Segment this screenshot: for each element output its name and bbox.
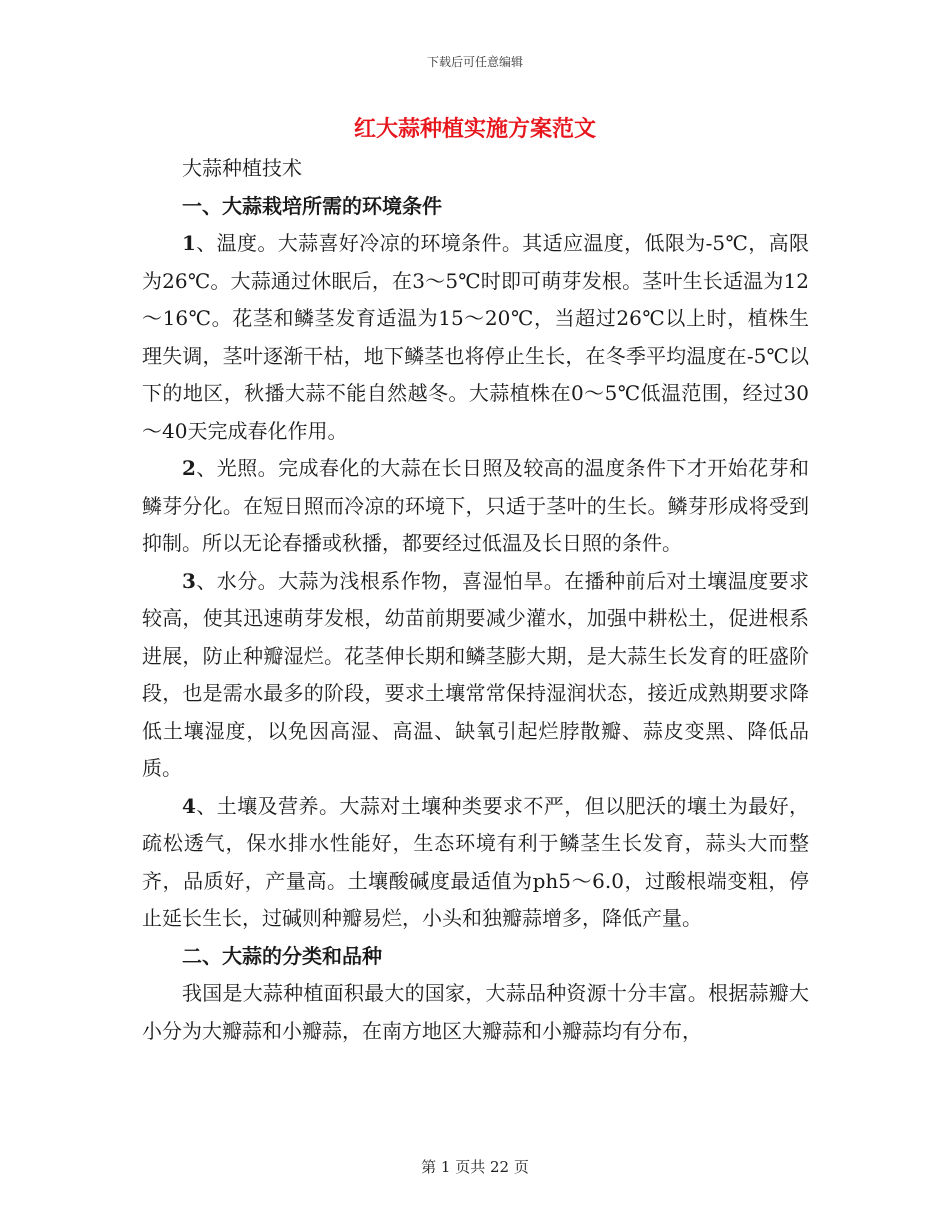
- header-note: 下载后可任意编辑: [426, 55, 523, 69]
- paragraph-temperature: [142, 225, 809, 450]
- section-heading-varieties: 二、大蒜的分类和品种: [182, 943, 382, 968]
- paragraph-light: [142, 450, 809, 563]
- intro-line: 大蒜种植技术: [182, 156, 302, 180]
- paragraph-text: 、光照。完成春化的大蒜在长日照及较高的温度条件下才开始花芽和鳞芽分化。在短日照而冷凉的环境下，只适于茎叶的生长。鳞芽形成将受到抑制。所以无论春播或秋播，都要经过低温及长日照的条件。: [142, 456, 809, 555]
- item-number: 3: [182, 568, 196, 593]
- paragraph-soil: [142, 788, 809, 938]
- paragraph-text: 、水分。大蒜为浅根系作物，喜湿怕旱。在播种前后对土壤温度要求较高，使其迅速萌芽发根，幼苗前期要减少灌水，加强中耕松土，促进根系进展，防止种瓣湿烂。花茎伸长期和鳞茎膨大期，是大蒜生长发育的旺盛阶段，也是需水最多的阶段，要求土壤常常保持湿润状态，接近成熟期要求降低土壤湿度，以免因高湿、高温、缺氧引起烂脖散瓣、蒜皮变黑、降低品质。: [142, 568, 809, 780]
- item-number: 1: [182, 231, 196, 255]
- paragraph-water: [142, 563, 809, 788]
- page-title: 红大蒜种植实施方案范文: [353, 116, 596, 142]
- document-body: [142, 150, 809, 1050]
- paragraph-text: 、土壤及营养。大蒜对土壤种类要求不严，但以肥沃的壤土为最好，疏松透气，保水排水性能好，生态环境有利于鳞茎生长发育，蒜头大而整齐，品质好，产量高。土壤酸碱度最适值为ph5～6.0，过酸根端变粗，停止延长生长，过碱则种瓣易烂，小头和独瓣蒜增多，降低产量。: [142, 793, 809, 930]
- paragraph-text: 、温度。大蒜喜好冷凉的环境条件。其适应温度，低限为-5℃，高限为26℃。大蒜通过休眠后，在3～5℃时即可萌芽发根。茎叶生长适温为12～16℃。花茎和鳞茎发育适温为15～20℃，当超过26℃以上时，植株生理失调，茎叶逐渐干枯，地下鳞茎也将停止生长，在冬季平均温度在-5℃以下的地区，秋播大蒜不能自然越冬。大蒜植株在0～5℃低温范围，经过30～40天完成春化作用。: [142, 231, 809, 443]
- item-number: 4: [182, 793, 196, 818]
- item-number: 2: [182, 456, 196, 480]
- page-footer: 第 1 页共 22 页: [421, 1158, 529, 1176]
- paragraph-varieties: 我国是大蒜种植面积最大的国家，大蒜品种资源十分丰富。根据蒜瓣大小分为大瓣蒜和小瓣蒜，在南方地区大瓣蒜和小瓣蒜均有分布，: [142, 981, 809, 1043]
- section-heading-environment: 一、大蒜栽培所需的环境条件: [182, 193, 442, 218]
